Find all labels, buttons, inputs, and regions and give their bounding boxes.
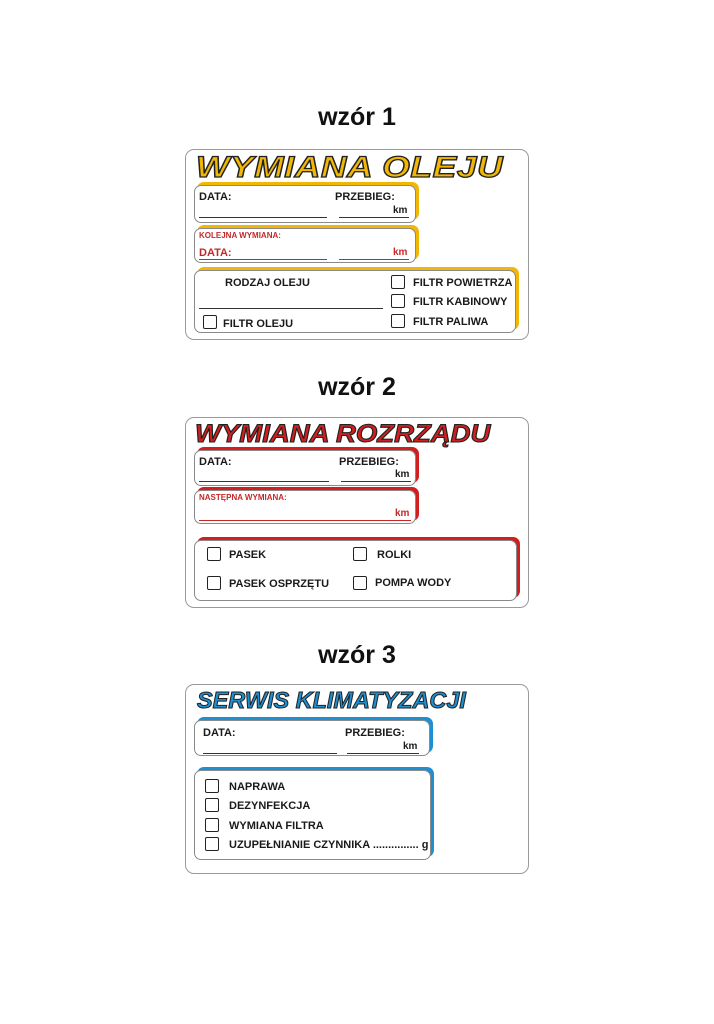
ac-date-label: DATA:	[203, 727, 236, 739]
belt-label: PASEK	[229, 549, 267, 561]
timing-mileage-label: PRZEBIEG:	[339, 456, 399, 468]
timing-next-change-box	[194, 490, 416, 524]
oil-mileage-label: PRZEBIEG:	[335, 191, 395, 203]
rollers-label: ROLKI	[377, 549, 412, 561]
timing-parts-box	[194, 540, 517, 601]
cabin-filter-label: FILTR KABINOWY	[413, 296, 508, 308]
disinfection-checkbox[interactable]	[205, 798, 219, 812]
ac-date-mileage-box	[194, 720, 430, 756]
wzor1-heading: wzór 1	[318, 103, 396, 131]
timing-change-title: WYMIANA ROZRZĄDU	[195, 420, 491, 448]
filter-replacement-label: WYMIANA FILTRA	[229, 820, 324, 832]
timing-date-mileage-box	[194, 450, 416, 486]
ac-service-label-card	[185, 684, 529, 874]
timing-km-unit: km	[395, 469, 410, 480]
oil-next-date-label: DATA:	[199, 247, 232, 259]
filter-replacement-checkbox[interactable]	[205, 818, 219, 832]
air-filter-label: FILTR POWIETRZA	[413, 277, 513, 289]
oil-change-title: WYMIANA OLEJU	[196, 151, 504, 184]
oil-date-line[interactable]	[199, 217, 327, 218]
ac-date-line[interactable]	[203, 753, 337, 754]
ac-mileage-label: PRZEBIEG:	[345, 727, 405, 739]
water-pump-checkbox[interactable]	[353, 576, 367, 590]
ac-tasks-box	[194, 770, 431, 860]
timing-next-km-unit: km	[395, 508, 410, 519]
oil-km-unit: km	[393, 205, 408, 216]
oil-type-filters-box	[194, 270, 516, 333]
repair-label: NAPRAWA	[229, 781, 286, 793]
rollers-checkbox[interactable]	[353, 547, 367, 561]
belt-checkbox[interactable]	[207, 547, 221, 561]
disinfection-label: DEZYNFEKCJA	[229, 800, 311, 812]
timing-mileage-line[interactable]	[341, 481, 411, 482]
wzor3-heading: wzór 3	[318, 641, 396, 669]
timing-date-line[interactable]	[199, 481, 329, 482]
ac-km-unit: km	[403, 741, 418, 752]
oil-next-change-box	[194, 228, 416, 263]
oil-type-line[interactable]	[199, 308, 383, 309]
water-pump-label: POMPA WODY	[375, 577, 452, 589]
oil-filter-checkbox[interactable]	[203, 315, 217, 329]
accessory-belt-checkbox[interactable]	[207, 576, 221, 590]
fuel-filter-checkbox[interactable]	[391, 314, 405, 328]
timing-date-label: DATA:	[199, 456, 232, 468]
timing-change-label-card	[185, 417, 529, 608]
timing-next-line[interactable]	[199, 520, 411, 521]
oil-filter-label: FILTR OLEJU	[223, 318, 294, 330]
oil-next-change-label: KOLEJNA WYMIANA:	[199, 231, 281, 240]
ac-mileage-line[interactable]	[347, 753, 419, 754]
wzor2-heading: wzór 2	[318, 373, 396, 401]
oil-type-label: RODZAJ OLEJU	[225, 277, 310, 289]
oil-next-km-unit: km	[393, 247, 408, 258]
oil-next-date-line[interactable]	[199, 259, 327, 260]
oil-date-label: DATA:	[199, 191, 232, 203]
fuel-filter-label: FILTR PALIWA	[413, 316, 489, 328]
cabin-filter-checkbox[interactable]	[391, 294, 405, 308]
refrigerant-refill-checkbox[interactable]	[205, 837, 219, 851]
oil-date-mileage-box	[194, 185, 416, 223]
repair-checkbox[interactable]	[205, 779, 219, 793]
refrigerant-refill-label: UZUPEŁNIANIE CZYNNIKA ............... g	[229, 839, 429, 851]
oil-next-mileage-line[interactable]	[339, 259, 409, 260]
timing-next-change-label: NASTĘPNA WYMIANA:	[199, 493, 287, 502]
oil-mileage-line[interactable]	[339, 217, 409, 218]
accessory-belt-label: PASEK OSPRZĘTU	[229, 578, 330, 590]
oil-change-label-card	[185, 149, 529, 340]
ac-service-title: SERWIS KLIMATYZACJI	[197, 687, 466, 713]
air-filter-checkbox[interactable]	[391, 275, 405, 289]
